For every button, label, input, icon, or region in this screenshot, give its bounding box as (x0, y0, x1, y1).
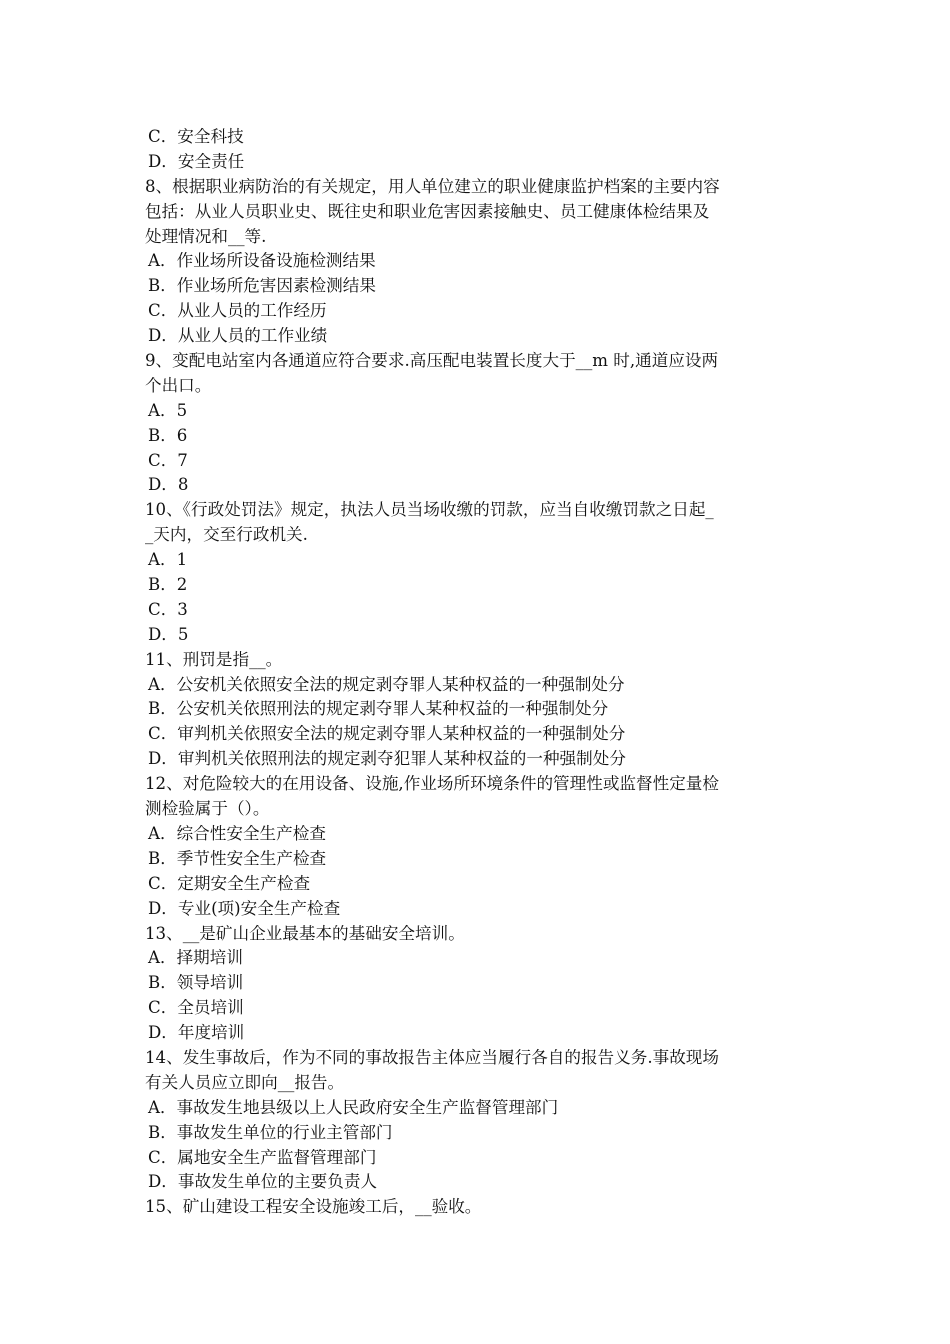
option-line: B．6 (148, 425, 188, 445)
option-line: C．全员培训 (148, 998, 244, 1018)
option-line: C．定期安全生产检查 (148, 873, 311, 893)
option-line: A．择期培训 (148, 948, 243, 968)
option-line: B．公安机关依照刑法的规定剥夺罪人某种权益的一种强制处分 (148, 699, 609, 719)
option-line: C．属地安全生产监督管理部门 (148, 1147, 377, 1167)
option-line: C．审判机关依照安全法的规定剥夺罪人某种权益的一种强制处分 (148, 724, 626, 744)
option-line: D．年度培训 (148, 1023, 245, 1043)
question-line: 包括：从业人员职业史、既往史和职业危害因素接触史、员工健康体检结果及 (145, 201, 710, 221)
question-line: 10、《行政处罚法》规定，执法人员当场收缴的罚款，应当自收缴罚款之日起_ (145, 500, 714, 520)
option-line: B．2 (148, 575, 188, 595)
option-line: B．季节性安全生产检查 (148, 848, 327, 868)
option-line: D．安全责任 (148, 151, 245, 171)
option-line: B．事故发生单位的行业主管部门 (148, 1122, 393, 1142)
question-line: 11、刑罚是指__。 (145, 649, 283, 669)
option-line: D．专业(项)安全生产检查 (148, 898, 341, 918)
option-line: C．7 (148, 450, 188, 470)
question-line: 12、对危险较大的在用设备、设施,作业场所环境条件的管理性或监督性定量检 (145, 774, 719, 794)
option-line: A．事故发生地县级以上人民政府安全生产监督管理部门 (148, 1097, 559, 1117)
option-line: C．安全科技 (148, 127, 244, 146)
option-line: A．1 (148, 550, 188, 570)
question-line: _天内，交至行政机关. (145, 525, 308, 545)
option-line: D．事故发生单位的主要负责人 (148, 1172, 378, 1192)
question-line: 13、__是矿山企业最基本的基础安全培训。 (145, 923, 465, 943)
option-line: D．5 (148, 624, 189, 644)
question-line: 个出口。 (145, 375, 212, 395)
option-line: C．从业人员的工作经历 (148, 301, 327, 321)
option-line: B．作业场所危害因素检测结果 (148, 276, 376, 296)
question-line: 有关人员应立即向__报告。 (145, 1072, 345, 1092)
option-line: D．8 (148, 475, 189, 495)
document-page (145, 125, 810, 1220)
question-line: 测检验属于（）。 (145, 799, 270, 819)
option-line: D．审判机关依照刑法的规定剥夺犯罪人某种权益的一种强制处分 (148, 749, 626, 769)
option-line: B．领导培训 (148, 973, 244, 993)
question-line: 处理情况和__等. (145, 226, 267, 246)
option-line: A．公安机关依照安全法的规定剥夺罪人某种权益的一种强制处分 (148, 674, 625, 694)
option-line: A．综合性安全生产检查 (148, 823, 326, 843)
option-line: A．5 (148, 400, 188, 420)
question-line: 15、矿山建设工程安全设施竣工后，__验收。 (145, 1197, 482, 1217)
question-line: 9、变配电站室内各通道应符合要求.高压配电装置长度大于__m 时,通道应设两 (145, 351, 719, 371)
option-line: C．3 (148, 599, 188, 619)
option-line: D．从业人员的工作业绩 (148, 326, 328, 346)
question-line: 14、发生事故后，作为不同的事故报告主体应当履行各自的报告义务.事故现场 (145, 1047, 719, 1067)
option-line: A．作业场所设备设施检测结果 (148, 251, 376, 271)
question-line: 8、根据职业病防治的有关规定，用人单位建立的职业健康监护档案的主要内容 (145, 176, 720, 196)
